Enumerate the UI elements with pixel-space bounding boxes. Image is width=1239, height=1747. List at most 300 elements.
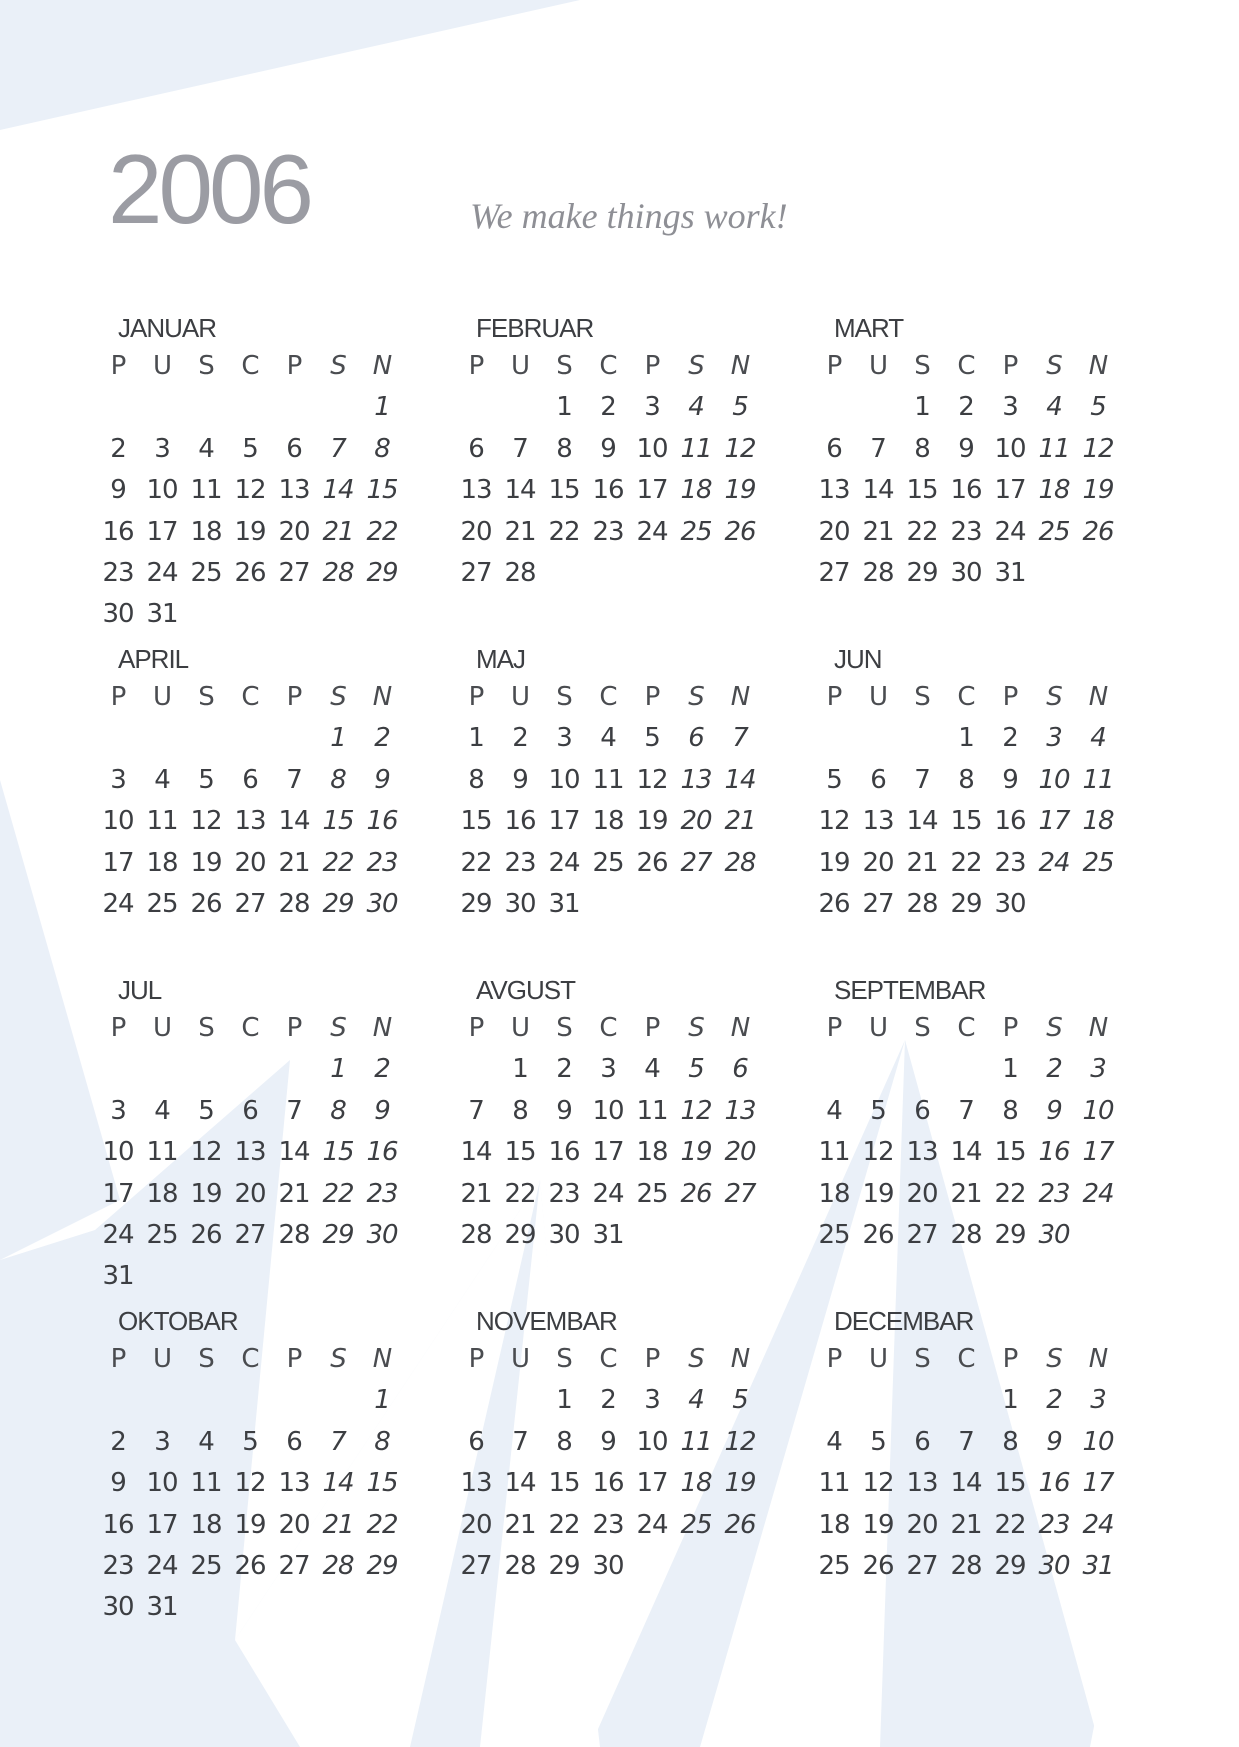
month-februar <box>460 313 784 615</box>
day-cell: 19 <box>1082 475 1114 506</box>
day-cell: 18 <box>680 1468 712 1499</box>
day-cell: 29 <box>906 558 938 588</box>
day-cell: 28 <box>460 1220 492 1250</box>
day-cell: 5 <box>870 1426 886 1457</box>
day-cell: 22 <box>460 847 492 878</box>
month-april <box>102 644 426 946</box>
day-cell: 13 <box>460 1468 492 1499</box>
weekday-header: P <box>110 1013 126 1043</box>
day-cell: 7 <box>286 1095 302 1126</box>
day-cell: 11 <box>680 1426 712 1457</box>
weekday-header: N <box>372 1013 392 1043</box>
day-cell: 16 <box>102 516 134 547</box>
month-name: APRIL <box>118 644 189 674</box>
weekday-header: P <box>644 1013 660 1043</box>
day-cell: 3 <box>1002 392 1018 423</box>
day-cell: 1 <box>556 1385 572 1416</box>
day-cell: 8 <box>468 764 484 795</box>
day-cell: 11 <box>592 764 624 795</box>
day-cell: 15 <box>322 806 354 837</box>
day-cell: 26 <box>680 1178 712 1209</box>
weekday-header: C <box>241 682 259 712</box>
day-cell: 26 <box>862 1551 894 1581</box>
day-cell: 22 <box>322 847 354 878</box>
day-cell: 12 <box>190 1137 222 1168</box>
weekday-header: S <box>198 1013 214 1043</box>
day-cell: 5 <box>242 1426 258 1457</box>
day-cell: 14 <box>950 1137 982 1168</box>
day-cell: 15 <box>548 475 580 506</box>
day-cell: 1 <box>914 392 930 423</box>
day-cell: 13 <box>460 475 492 506</box>
day-cell: 24 <box>1038 847 1070 878</box>
day-cell: 22 <box>906 516 938 547</box>
day-cell: 3 <box>154 1426 170 1457</box>
day-cell: 6 <box>914 1095 930 1126</box>
day-cell: 16 <box>504 806 536 837</box>
day-cell: 11 <box>680 433 712 464</box>
day-cell: 23 <box>366 847 398 878</box>
day-cell: 26 <box>234 558 266 588</box>
day-cell: 25 <box>190 1551 222 1581</box>
day-cell: 22 <box>950 847 982 878</box>
day-cell: 20 <box>724 1137 756 1168</box>
day-cell: 15 <box>950 806 982 837</box>
day-cell: 4 <box>644 1054 660 1085</box>
weekday-header: S <box>914 682 930 712</box>
day-cell: 20 <box>278 516 310 547</box>
weekday-header: U <box>152 1344 172 1374</box>
weekday-header: U <box>868 1013 888 1043</box>
day-cell: 3 <box>110 764 126 795</box>
day-cell: 3 <box>154 433 170 464</box>
weekday-header: S <box>556 351 572 381</box>
day-cell: 20 <box>862 847 894 878</box>
day-cell: 27 <box>460 558 492 588</box>
day-cell: 2 <box>600 392 616 423</box>
day-cell: 7 <box>286 764 302 795</box>
day-cell: 7 <box>732 723 748 754</box>
day-cell: 12 <box>724 1426 756 1457</box>
day-cell: 1 <box>468 723 484 754</box>
month-novembar <box>460 1306 784 1608</box>
day-cell: 22 <box>366 516 398 547</box>
day-cell: 10 <box>1082 1426 1114 1457</box>
day-cell: 9 <box>1046 1095 1062 1126</box>
day-cell: 2 <box>1002 723 1018 754</box>
day-cell: 21 <box>504 1509 536 1540</box>
day-cell: 23 <box>1038 1509 1070 1540</box>
day-cell: 24 <box>102 889 134 919</box>
month-maj <box>460 644 784 946</box>
day-cell: 13 <box>906 1137 938 1168</box>
day-cell: 8 <box>1002 1095 1018 1126</box>
day-cell: 7 <box>958 1095 974 1126</box>
day-cell: 20 <box>680 806 712 837</box>
day-cell: 23 <box>1038 1178 1070 1209</box>
weekday-header: S <box>1046 682 1062 712</box>
day-cell: 17 <box>1082 1468 1114 1499</box>
day-cell: 8 <box>1002 1426 1018 1457</box>
day-cell: 10 <box>102 1137 134 1168</box>
month-name: JANUAR <box>118 313 217 343</box>
weekday-header: S <box>556 682 572 712</box>
day-cell: 9 <box>556 1095 572 1126</box>
day-cell: 28 <box>278 1220 310 1250</box>
day-cell: 24 <box>636 1509 668 1540</box>
day-cell: 21 <box>278 1178 310 1209</box>
day-cell: 28 <box>322 1551 354 1581</box>
day-cell: 13 <box>724 1095 756 1126</box>
weekday-header: N <box>730 1013 750 1043</box>
day-cell: 19 <box>724 475 756 506</box>
weekday-header: C <box>957 1013 975 1043</box>
day-cell: 30 <box>366 1220 398 1250</box>
day-cell: 18 <box>818 1509 850 1540</box>
day-cell: 11 <box>190 1468 222 1499</box>
day-cell: 16 <box>366 1137 398 1168</box>
day-cell: 1 <box>374 1385 390 1416</box>
day-cell: 10 <box>146 1468 178 1499</box>
day-cell: 25 <box>146 1220 178 1250</box>
day-cell: 19 <box>636 806 668 837</box>
day-cell: 27 <box>680 847 712 878</box>
weekday-header: C <box>957 682 975 712</box>
day-cell: 20 <box>906 1509 938 1540</box>
day-cell: 17 <box>592 1137 624 1168</box>
weekday-header: U <box>152 682 172 712</box>
weekday-header: S <box>198 351 214 381</box>
weekday-header: C <box>599 351 617 381</box>
month-decembar <box>818 1306 1142 1608</box>
day-cell: 19 <box>818 847 850 878</box>
day-cell: 25 <box>146 889 178 919</box>
day-cell: 28 <box>862 558 894 588</box>
day-cell: 15 <box>460 806 492 837</box>
day-cell: 6 <box>286 1426 302 1457</box>
month-septembar <box>818 975 1142 1277</box>
day-cell: 30 <box>366 889 398 919</box>
day-cell: 15 <box>366 475 398 506</box>
day-cell: 9 <box>1002 764 1018 795</box>
day-cell: 10 <box>146 475 178 506</box>
day-cell: 5 <box>732 392 748 423</box>
day-cell: 16 <box>548 1137 580 1168</box>
day-cell: 7 <box>468 1095 484 1126</box>
weekday-header: U <box>868 682 888 712</box>
weekday-header: P <box>286 1344 302 1374</box>
day-cell: 16 <box>994 806 1026 837</box>
day-cell: 24 <box>1082 1178 1114 1209</box>
day-cell: 2 <box>374 723 390 754</box>
weekday-header: S <box>330 1013 346 1043</box>
day-cell: 25 <box>636 1178 668 1209</box>
day-cell: 21 <box>862 516 894 547</box>
weekday-header: P <box>468 1344 484 1374</box>
weekday-header: S <box>688 1344 704 1374</box>
day-cell: 9 <box>374 1095 390 1126</box>
day-cell: 18 <box>818 1178 850 1209</box>
day-cell: 10 <box>1038 764 1070 795</box>
weekday-header: U <box>152 1013 172 1043</box>
day-cell: 5 <box>242 433 258 464</box>
day-cell: 30 <box>504 889 536 919</box>
day-cell: 22 <box>322 1178 354 1209</box>
day-cell: 14 <box>950 1468 982 1499</box>
day-cell: 31 <box>548 889 580 919</box>
day-cell: 18 <box>146 1178 178 1209</box>
day-cell: 27 <box>234 889 266 919</box>
day-cell: 12 <box>636 764 668 795</box>
day-cell: 5 <box>198 764 214 795</box>
day-cell: 13 <box>278 475 310 506</box>
day-cell: 9 <box>958 433 974 464</box>
weekday-header: U <box>152 351 172 381</box>
month-name: FEBRUAR <box>476 313 594 343</box>
day-cell: 6 <box>870 764 886 795</box>
day-cell: 13 <box>906 1468 938 1499</box>
day-cell: 26 <box>234 1551 266 1581</box>
day-cell: 14 <box>862 475 894 506</box>
weekday-header: C <box>599 1013 617 1043</box>
weekday-header: S <box>914 1344 930 1374</box>
day-cell: 21 <box>906 847 938 878</box>
day-cell: 11 <box>1038 433 1070 464</box>
year-title: 2006 <box>108 134 311 244</box>
weekday-header: S <box>330 1344 346 1374</box>
day-cell: 5 <box>1090 392 1106 423</box>
day-cell: 9 <box>110 475 126 506</box>
day-cell: 17 <box>548 806 580 837</box>
day-cell: 1 <box>556 392 572 423</box>
day-cell: 14 <box>460 1137 492 1168</box>
day-cell: 26 <box>636 847 668 878</box>
day-cell: 6 <box>914 1426 930 1457</box>
day-cell: 10 <box>636 1426 668 1457</box>
day-cell: 6 <box>826 433 842 464</box>
day-cell: 8 <box>330 1095 346 1126</box>
day-cell: 16 <box>950 475 982 506</box>
weekday-header: S <box>914 1013 930 1043</box>
day-cell: 2 <box>110 1426 126 1457</box>
day-cell: 6 <box>468 433 484 464</box>
day-cell: 6 <box>468 1426 484 1457</box>
day-cell: 2 <box>600 1385 616 1416</box>
weekday-header: C <box>241 351 259 381</box>
day-cell: 12 <box>1082 433 1114 464</box>
day-cell: 29 <box>994 1551 1026 1581</box>
weekday-header: P <box>110 351 126 381</box>
day-cell: 16 <box>592 1468 624 1499</box>
month-name: JUL <box>118 975 162 1005</box>
day-cell: 16 <box>1038 1137 1070 1168</box>
day-cell: 29 <box>366 1551 398 1581</box>
day-cell: 19 <box>680 1137 712 1168</box>
day-cell: 4 <box>826 1095 842 1126</box>
day-cell: 17 <box>636 475 668 506</box>
day-cell: 21 <box>504 516 536 547</box>
day-cell: 28 <box>278 889 310 919</box>
day-cell: 3 <box>644 1385 660 1416</box>
weekday-header: P <box>644 682 660 712</box>
day-cell: 12 <box>234 475 266 506</box>
day-cell: 1 <box>1002 1054 1018 1085</box>
day-cell: 4 <box>688 392 704 423</box>
day-cell: 24 <box>994 516 1026 547</box>
day-cell: 4 <box>600 723 616 754</box>
day-cell: 12 <box>862 1468 894 1499</box>
day-cell: 17 <box>146 1509 178 1540</box>
day-cell: 6 <box>286 433 302 464</box>
day-cell: 30 <box>994 889 1026 919</box>
month-mart <box>818 313 1142 615</box>
day-cell: 21 <box>322 1509 354 1540</box>
day-cell: 24 <box>146 1551 178 1581</box>
day-cell: 22 <box>366 1509 398 1540</box>
day-cell: 10 <box>548 764 580 795</box>
day-cell: 1 <box>374 392 390 423</box>
day-cell: 11 <box>636 1095 668 1126</box>
day-cell: 1 <box>330 723 346 754</box>
day-cell: 8 <box>556 433 572 464</box>
weekday-header: P <box>644 351 660 381</box>
day-cell: 2 <box>110 433 126 464</box>
month-jul <box>102 975 426 1292</box>
day-cell: 14 <box>504 475 536 506</box>
weekday-header: N <box>1088 351 1108 381</box>
day-cell: 27 <box>906 1551 938 1581</box>
weekday-header: N <box>730 1344 750 1374</box>
weekday-header: S <box>330 351 346 381</box>
weekday-header: S <box>1046 351 1062 381</box>
day-cell: 10 <box>102 806 134 837</box>
day-cell: 22 <box>994 1178 1026 1209</box>
day-cell: 5 <box>644 723 660 754</box>
day-cell: 23 <box>366 1178 398 1209</box>
weekday-header: S <box>688 682 704 712</box>
day-cell: 6 <box>242 764 258 795</box>
day-cell: 6 <box>688 723 704 754</box>
weekday-header: S <box>330 682 346 712</box>
day-cell: 2 <box>1046 1054 1062 1085</box>
weekday-header: P <box>110 682 126 712</box>
day-cell: 4 <box>154 764 170 795</box>
day-cell: 9 <box>1046 1426 1062 1457</box>
day-cell: 30 <box>548 1220 580 1250</box>
weekday-header: C <box>241 1344 259 1374</box>
day-cell: 6 <box>242 1095 258 1126</box>
day-cell: 14 <box>322 1468 354 1499</box>
day-cell: 13 <box>234 1137 266 1168</box>
day-cell: 9 <box>512 764 528 795</box>
month-avgust <box>460 975 784 1277</box>
day-cell: 3 <box>1090 1385 1106 1416</box>
day-cell: 20 <box>234 847 266 878</box>
day-cell: 3 <box>644 392 660 423</box>
day-cell: 18 <box>680 475 712 506</box>
day-cell: 18 <box>146 847 178 878</box>
day-cell: 27 <box>862 889 894 919</box>
day-cell: 31 <box>994 558 1026 588</box>
weekday-header: C <box>957 351 975 381</box>
day-cell: 20 <box>278 1509 310 1540</box>
month-name: MAJ <box>476 644 525 674</box>
day-cell: 12 <box>680 1095 712 1126</box>
day-cell: 21 <box>460 1178 492 1209</box>
weekday-header: P <box>826 1344 842 1374</box>
month-name: SEPTEMBAR <box>834 975 986 1005</box>
day-cell: 19 <box>234 516 266 547</box>
day-cell: 27 <box>278 1551 310 1581</box>
weekday-header: U <box>510 1344 530 1374</box>
weekday-header: P <box>286 1013 302 1043</box>
day-cell: 28 <box>504 1551 536 1581</box>
day-cell: 26 <box>190 1220 222 1250</box>
day-cell: 31 <box>1082 1551 1114 1581</box>
day-cell: 15 <box>548 1468 580 1499</box>
day-cell: 28 <box>724 847 756 878</box>
day-cell: 23 <box>102 1551 134 1581</box>
weekday-header: S <box>1046 1013 1062 1043</box>
day-cell: 17 <box>1082 1137 1114 1168</box>
slogan: We make things work! <box>470 196 788 236</box>
day-cell: 8 <box>374 433 390 464</box>
day-cell: 24 <box>592 1178 624 1209</box>
day-cell: 1 <box>512 1054 528 1085</box>
day-cell: 13 <box>818 475 850 506</box>
weekday-header: S <box>556 1013 572 1043</box>
day-cell: 20 <box>460 1509 492 1540</box>
day-cell: 24 <box>102 1220 134 1250</box>
weekday-header: S <box>198 682 214 712</box>
day-cell: 27 <box>906 1220 938 1250</box>
weekday-header: P <box>826 1013 842 1043</box>
weekday-header: P <box>826 351 842 381</box>
day-cell: 3 <box>1046 723 1062 754</box>
weekday-header: U <box>510 1013 530 1043</box>
day-cell: 2 <box>556 1054 572 1085</box>
day-cell: 6 <box>732 1054 748 1085</box>
day-cell: 7 <box>330 433 346 464</box>
day-cell: 4 <box>826 1426 842 1457</box>
weekday-header: N <box>730 351 750 381</box>
day-cell: 12 <box>862 1137 894 1168</box>
day-cell: 30 <box>102 1592 134 1623</box>
day-cell: 27 <box>724 1178 756 1209</box>
weekday-header: P <box>1002 1344 1018 1374</box>
month-name: JUN <box>834 644 882 674</box>
day-cell: 25 <box>680 516 712 547</box>
day-cell: 20 <box>460 516 492 547</box>
day-cell: 5 <box>198 1095 214 1126</box>
day-cell: 18 <box>636 1137 668 1168</box>
month-name: OKTOBAR <box>118 1306 238 1336</box>
day-cell: 5 <box>732 1385 748 1416</box>
day-cell: 17 <box>146 516 178 547</box>
day-cell: 22 <box>504 1178 536 1209</box>
day-cell: 9 <box>600 1426 616 1457</box>
day-cell: 13 <box>862 806 894 837</box>
weekday-header: U <box>510 682 530 712</box>
weekday-header: P <box>468 682 484 712</box>
day-cell: 26 <box>1082 516 1114 547</box>
weekday-header: N <box>372 682 392 712</box>
day-cell: 14 <box>278 806 310 837</box>
day-cell: 28 <box>906 889 938 919</box>
day-cell: 11 <box>190 475 222 506</box>
day-cell: 15 <box>504 1137 536 1168</box>
day-cell: 8 <box>374 1426 390 1457</box>
